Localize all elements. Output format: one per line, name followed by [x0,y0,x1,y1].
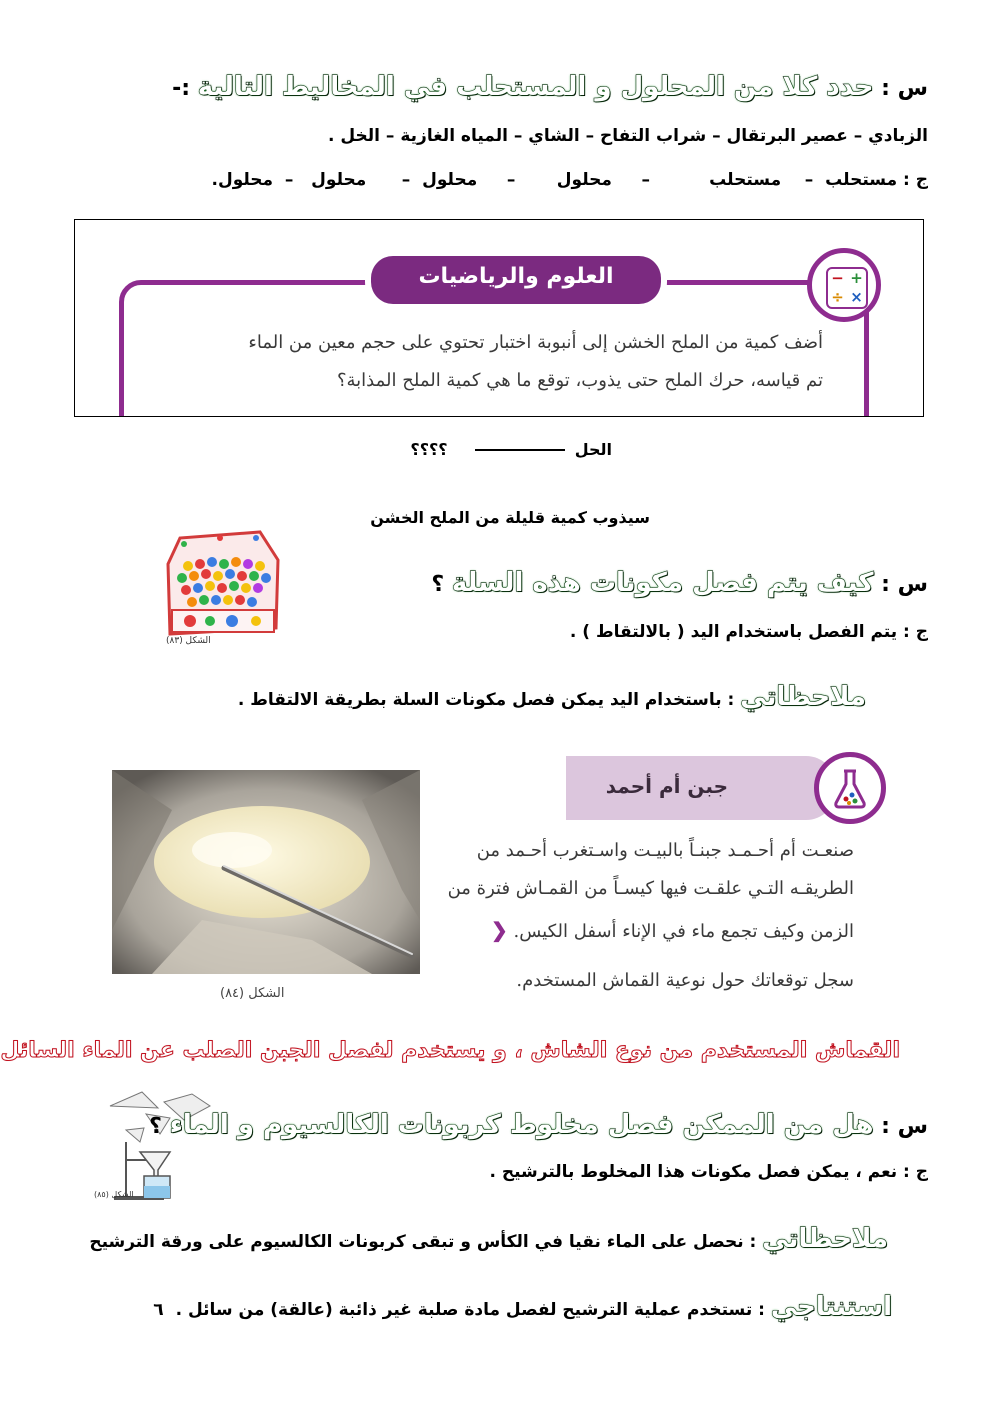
box-line-1: أضف كمية من الملح الخشن إلى أنبوبة اختبار تحتوي على حجم معين من الماء [248,332,823,353]
q1-title: حدد كلا من المحلول و المستحلب في المخاليط التالية [197,72,874,102]
q3-qmark: ؟ [149,1114,162,1139]
cheese-heading-pill [566,756,836,820]
q1-answer-label: ج : [903,170,928,190]
plus-symbol: + [850,269,863,287]
cheese-heading: جبن أم أحمد [605,774,728,798]
q1-answer [211,170,928,190]
q2-title: كيف يتم فصل مكونات هذه السلة [451,568,874,598]
q2-question [431,568,928,598]
cheese-photo [112,770,420,974]
cheese-line-3-text: الزمن وكيف تجمع ماء في الإناء أسفل الكيس. [513,921,854,942]
flask-icon [814,752,886,824]
times-symbol: × [850,288,863,306]
cheese-cloth-image [112,770,420,974]
figure-85-caption: الشكل (٨٥) [94,1190,134,1199]
conclusion-text: : تستخدم عملية الترشيح لفصل مادة صلبة غير ذائبة (عالقة) من سائل . [175,1300,765,1320]
filtration-figure [80,1086,220,1206]
solution-label: الحل [574,440,612,459]
solution-line [410,440,612,459]
note1-text: : باستخدام اليد يمكن فصل مكونات السلة بطريقة الالتقاط . [237,690,735,710]
solution-marks: ؟؟؟؟ [410,440,448,459]
q3-answer: ج : نعم ، يمكن فصل مكونات هذا المخلوط بالترشيح . [489,1162,928,1182]
page-number: ٦ [153,1300,164,1320]
science-math-box [74,219,924,417]
minus-symbol: − [831,269,844,287]
ball-basket-figure [160,524,284,656]
q3-question [149,1110,928,1140]
divide-symbol: ÷ [831,288,844,306]
solution-text: سيذوب كمية قليلة من الملح الخشن [370,508,650,527]
figure-84-caption: الشكل (٨٤) [220,986,285,1001]
q2-answer: ج : يتم الفصل باستخدام اليد ( بالالتقاط ) . [569,622,928,642]
cheese-answer-text: القماش المستخدم من نوع الشاش ، و يستخدم لفصل الجبن الصلب عن الماء السائل [0,1038,900,1063]
q1-items: الزبادي – عصير البرتقال – شراب التفاح – الشاي – المياه الغازية – الخل . [328,126,928,146]
cheese-line-1: صنعـت أم أحـمـد جبنـاً بالبيـت واسـتغرب أحـمد من [476,840,854,861]
arrow-marker-icon: ❮ [490,918,508,942]
conclusion [153,1292,892,1322]
q2-label: س : [881,572,928,597]
box-line-2: تم قياسه، حرك الملح حتى يذوب، توقع ما هي كمية الملح المذابة؟ [336,370,823,391]
q1-question [172,72,928,102]
cheese-line-2: الطريقـه التـي علقـت فيها كيسـاً من القمـاش فترة من [447,878,854,899]
solution-underline [475,449,565,451]
q1-label: س : [881,76,928,101]
filtration-apparatus-image [80,1086,220,1206]
math-icon [807,248,881,322]
flask-icon-svg [819,757,881,819]
figure-83-caption: الشكل (٨٣) [166,636,211,646]
q1-answers: مستحلب – مستحلب – محلول – محلول – محلول – محلول. [211,170,898,190]
cheese-answer [0,1038,900,1063]
q3-label: س : [881,1114,928,1139]
note2 [89,1224,888,1254]
box-heading-pill [371,256,661,304]
cheese-line-4: سجل توقعاتك حول نوعية القماش المستخدم. [516,970,854,991]
q2-qmark: ؟ [431,572,445,597]
note1-title: ملاحظاتي [740,682,866,712]
note1 [238,682,866,712]
q1-suffix: :- [172,76,191,101]
note2-text: : نحصل على الماء نقيا في الكأس و تبقى كربونات الكالسيوم على ورقة الترشيح [89,1232,757,1252]
box-heading: العلوم والرياضيات [418,264,614,289]
q3-title: هل من الممكن فصل مخلوط كربونات الكالسيوم و الماء [169,1110,874,1140]
note2-title: ملاحظاتي [762,1224,888,1254]
conclusion-title: استنتاجي [770,1292,892,1322]
cheese-line-3 [491,918,854,942]
